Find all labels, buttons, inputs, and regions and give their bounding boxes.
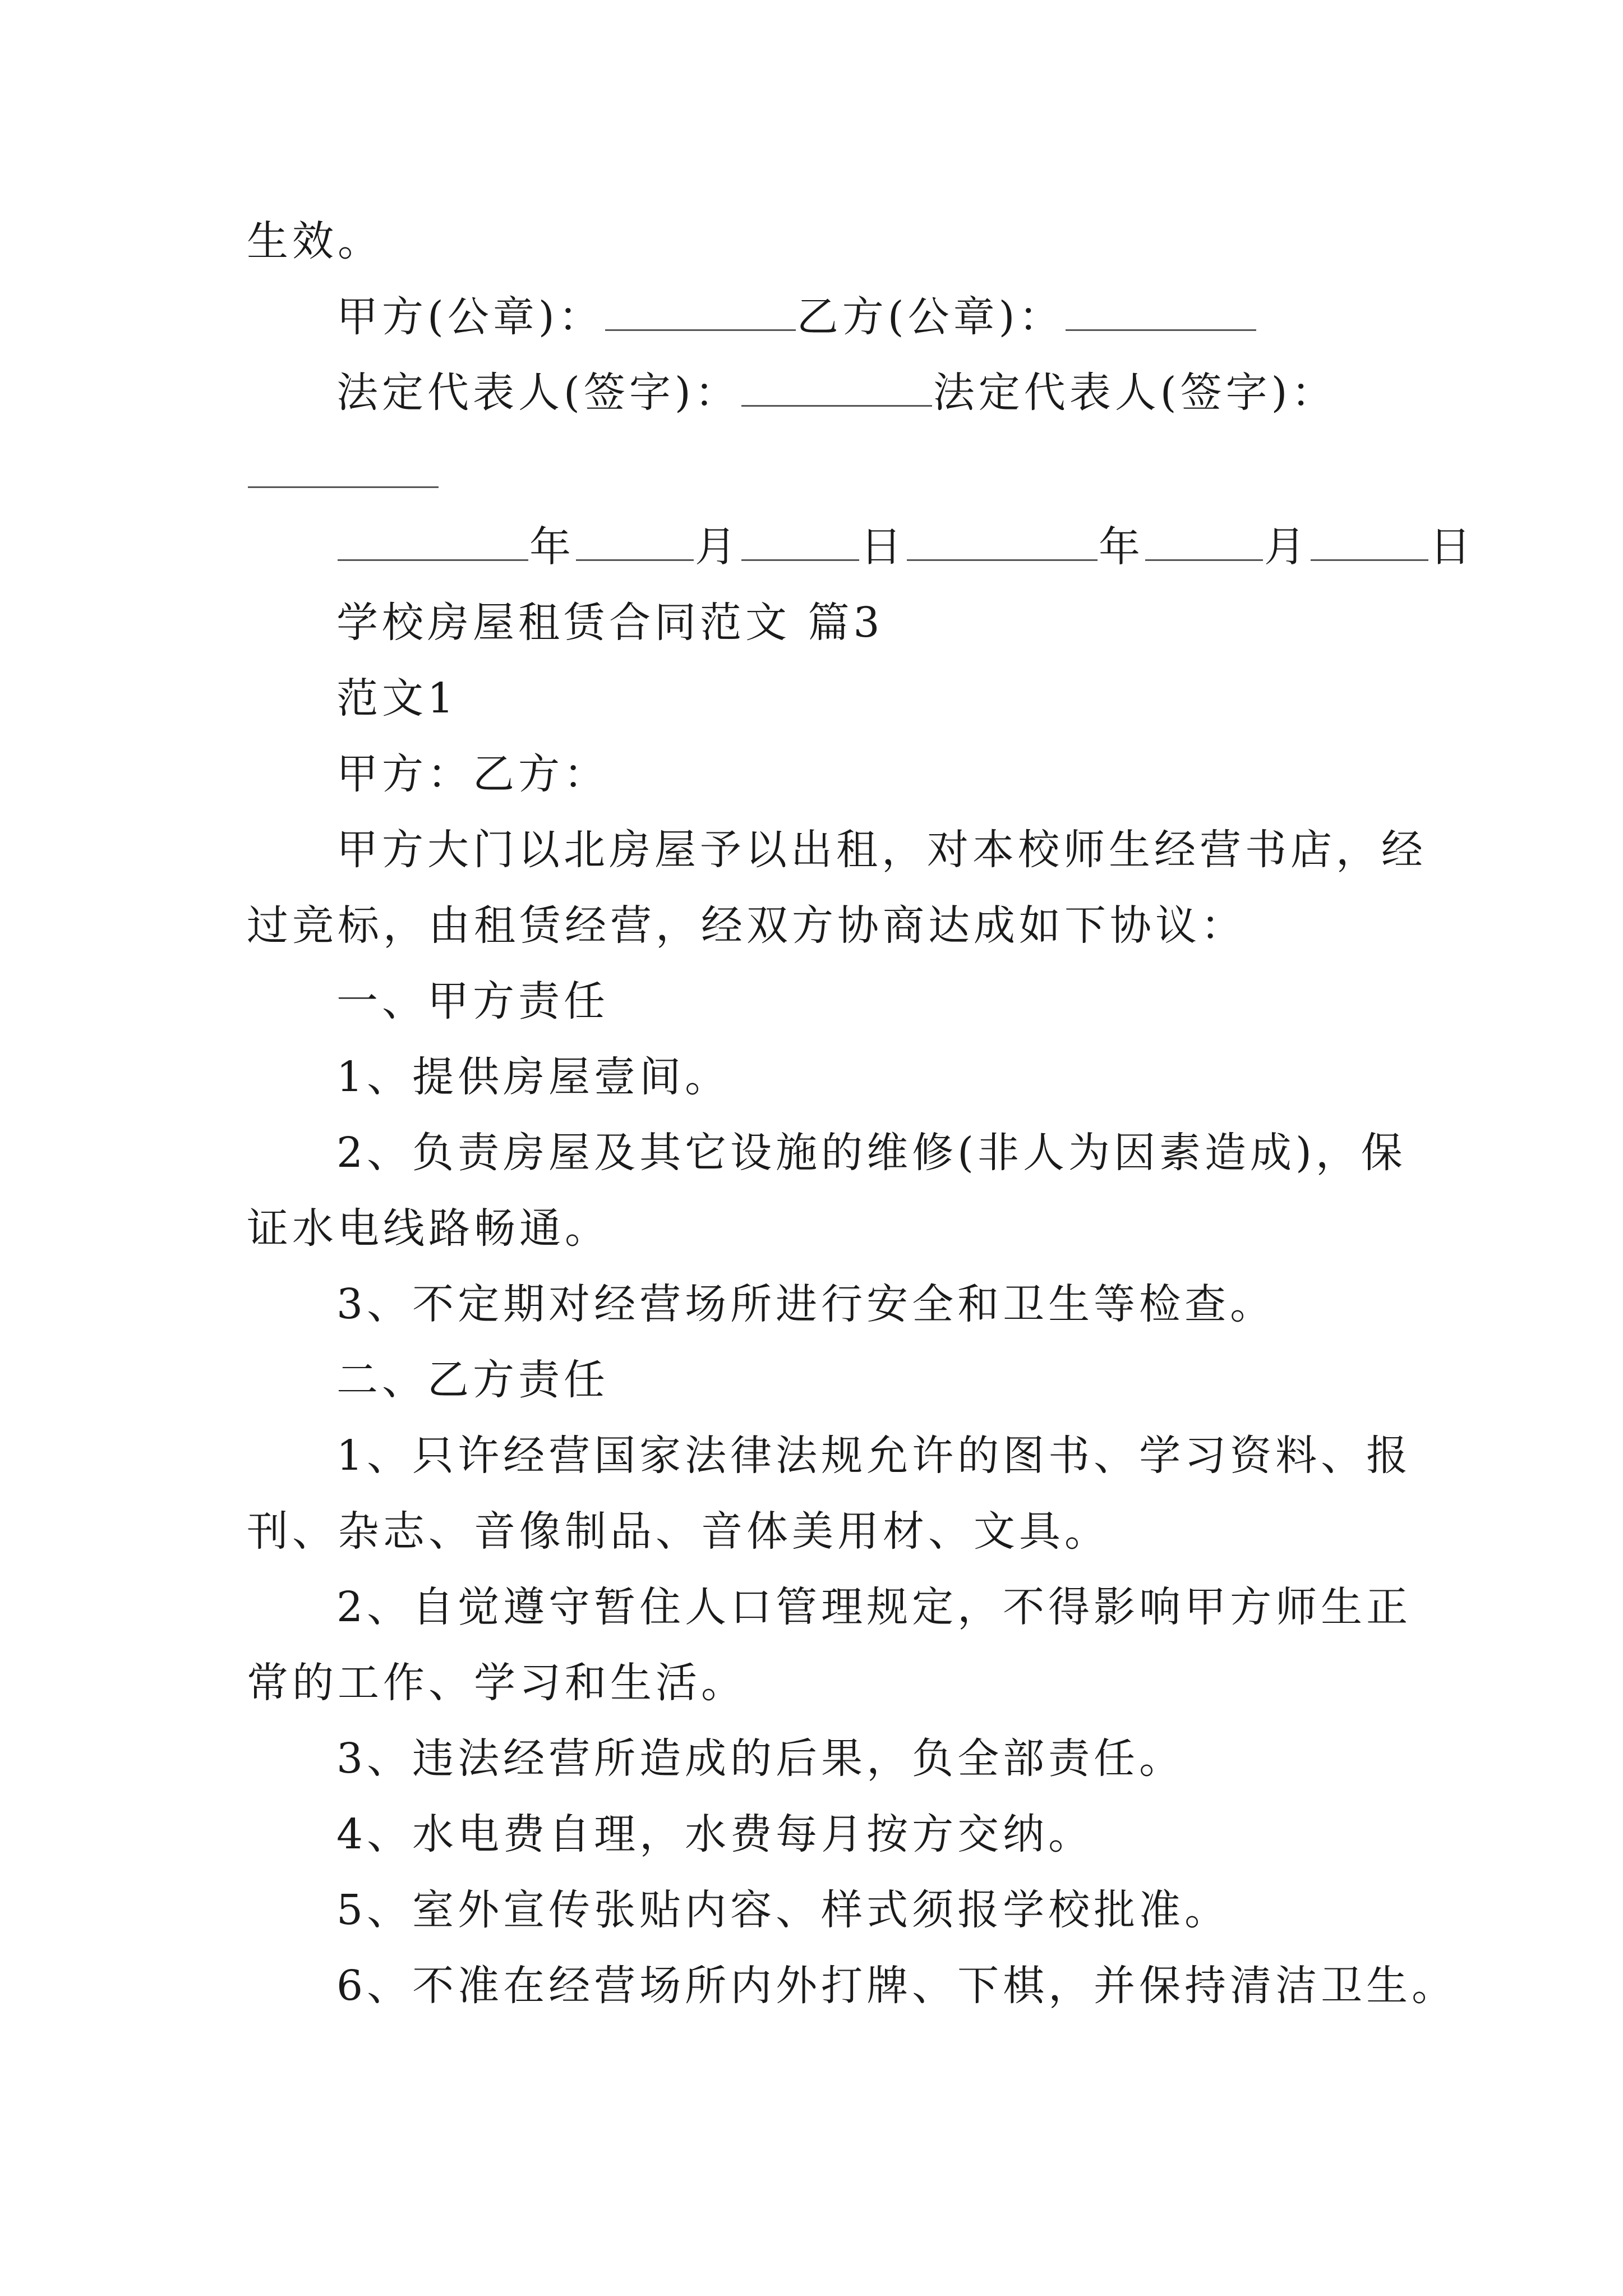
- section-1-item-2-line-1: 2、负责房屋及其它设施的维修(非人为因素造成)，保: [336, 1129, 1407, 1177]
- date-line: [336, 519, 1475, 575]
- section-2-item-2-line-2: 常的工作、学习和生活。: [247, 1659, 746, 1707]
- year-a-label: 年: [529, 523, 575, 571]
- party-b-seal-blank: [1066, 295, 1256, 331]
- section-1-item-1: 1、提供房屋壹间。: [336, 1053, 731, 1101]
- intro-line-2: 过竞标，由租赁经营，经双方协商达成如下协议：: [247, 901, 1246, 950]
- year-b-label: 年: [1099, 523, 1144, 571]
- section-heading: 学校房屋租赁合同范文 篇3: [336, 599, 884, 647]
- rep-b-blank: [248, 452, 439, 488]
- parties-line: 甲方：乙方：: [336, 750, 609, 798]
- month-a-blank: [576, 524, 694, 561]
- intro-line-1: 甲方大门以北房屋予以出租，对本校师生经营书店，经: [336, 826, 1427, 874]
- day-b-label: 日: [1430, 523, 1475, 571]
- day-a-blank: [741, 524, 859, 561]
- month-b-label: 月: [1264, 523, 1310, 571]
- day-b-blank: [1311, 524, 1428, 561]
- rep-b-blank-line: [247, 446, 440, 502]
- section-2-title: 二、乙方责任: [336, 1356, 609, 1404]
- section-2-item-6: 6、不准在经营场所内外打牌、下棋，并保持清洁卫生。: [336, 1962, 1458, 2010]
- year-a-blank: [338, 524, 528, 561]
- month-b-blank: [1145, 524, 1263, 561]
- seal-line: [336, 289, 1257, 345]
- party-b-seal-label: 乙方(公章)：: [796, 293, 1064, 341]
- sample-title: 范文1: [336, 674, 458, 723]
- rep-a-label: 法定代表人(签字)：: [336, 369, 740, 417]
- section-2-item-5: 5、室外宣传张贴内容、样式须报学校批准。: [336, 1886, 1230, 1934]
- paragraph-tail: 生效。: [247, 217, 383, 265]
- section-2-item-1-line-2: 刊、杂志、音像制品、音体美用材、文具。: [247, 1507, 1110, 1556]
- section-1-title: 一、甲方责任: [336, 977, 609, 1025]
- section-2-item-3: 3、违法经营所造成的后果，负全部责任。: [336, 1734, 1185, 1783]
- rep-a-blank: [741, 370, 932, 407]
- section-2-item-1-line-1: 1、只许经营国家法律法规允许的图书、学习资料、报: [336, 1432, 1412, 1480]
- party-a-seal-blank: [605, 295, 796, 331]
- section-1-item-3: 3、不定期对经营场所进行安全和卫生等检查。: [336, 1280, 1276, 1328]
- rep-b-label: 法定代表人(签字)：: [933, 369, 1337, 417]
- day-a-label: 日: [860, 523, 906, 571]
- month-a-label: 月: [695, 523, 740, 571]
- party-a-seal-label: 甲方(公章)：: [336, 293, 604, 341]
- section-1-item-2-line-2: 证水电线路畅通。: [247, 1204, 610, 1253]
- section-2-item-4: 4、水电费自理，水费每月按方交纳。: [336, 1810, 1094, 1858]
- section-2-item-2-line-1: 2、自觉遵守暂住人口管理规定，不得影响甲方师生正: [336, 1583, 1412, 1631]
- year-b-blank: [907, 524, 1098, 561]
- representative-line: [336, 365, 1337, 421]
